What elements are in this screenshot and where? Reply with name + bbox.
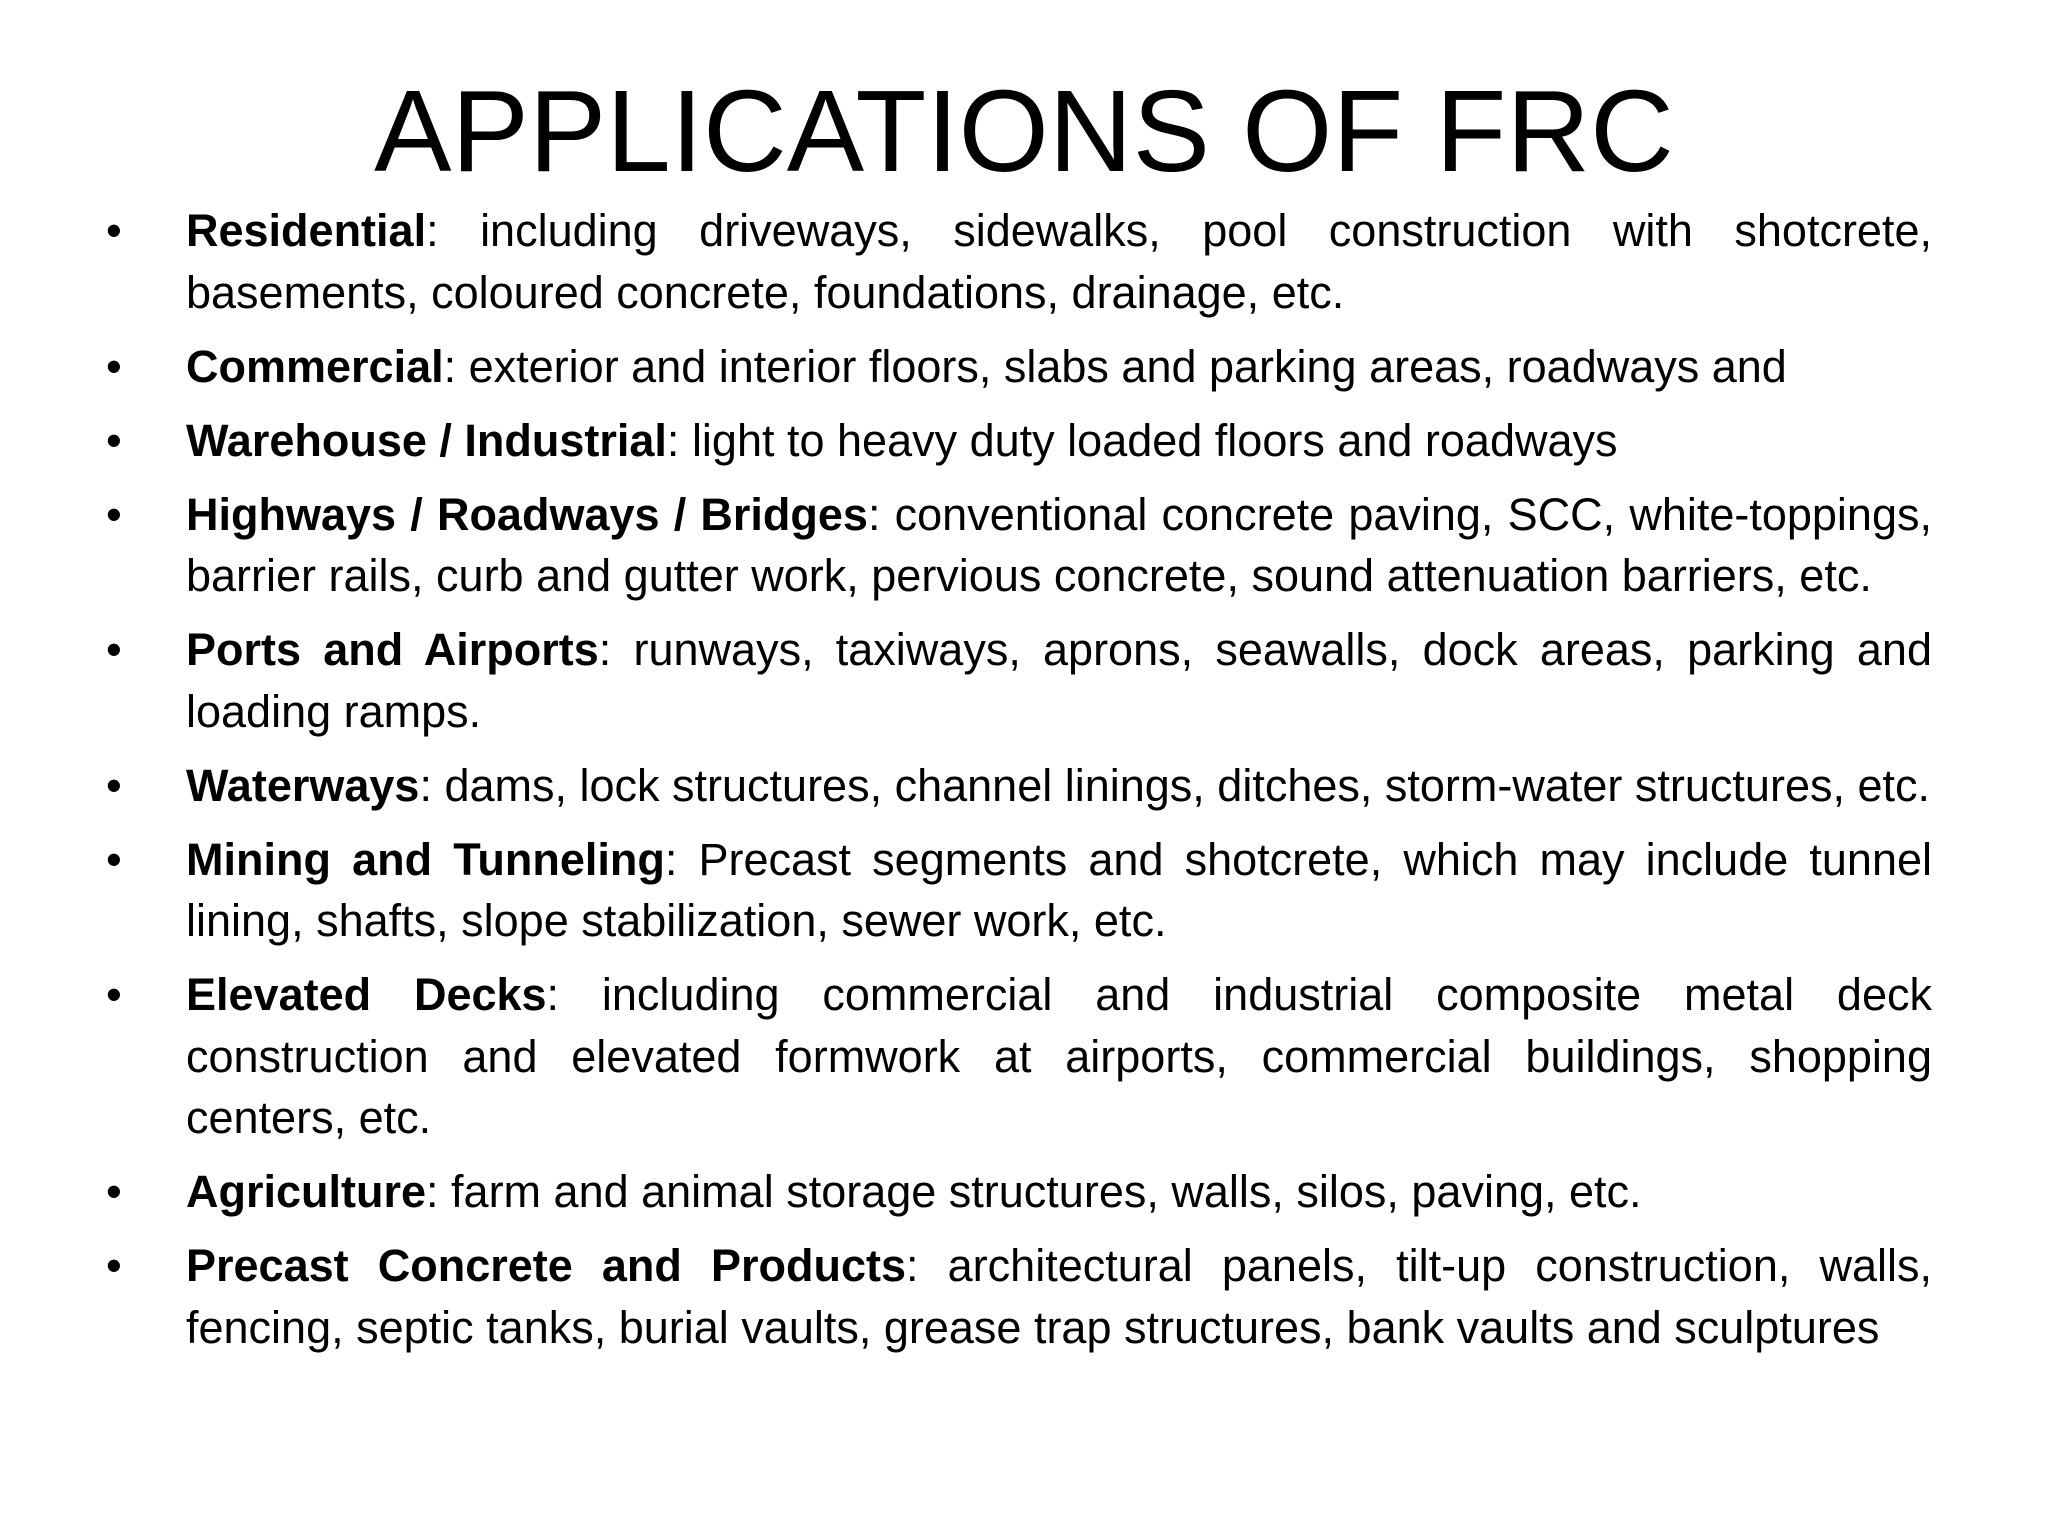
- bullet-separator: :: [419, 759, 445, 811]
- bullet-dot-icon: •: [106, 759, 122, 811]
- bullet-term: Elevated Decks: [186, 969, 547, 1020]
- bullet-text: including driveways, sidewalks, pool construction with shotcrete, basements, coloured concrete, foundations, drainage, etc.: [186, 205, 1932, 318]
- bullet-item-precast-concrete: [0, 1235, 2048, 1358]
- bullet-separator: :: [598, 624, 634, 675]
- bullet-dot-icon: •: [106, 1166, 122, 1217]
- bullet-term: Commercial: [186, 340, 444, 392]
- bullet-separator: :: [664, 833, 699, 885]
- bullet-term: Agriculture: [186, 1166, 427, 1217]
- bullet-text: dams, lock structures, channel linings, ditches, storm-water structures, etc.: [444, 759, 1931, 811]
- bullet-item-residential: [0, 200, 2048, 323]
- bullet-separator: :: [443, 340, 469, 392]
- bullet-separator: :: [426, 205, 481, 256]
- bullet-term: Highways / Roadways / Bridges: [186, 488, 868, 540]
- bullet-term: Waterways: [186, 759, 420, 811]
- bullet-term: Precast Concrete and Products: [186, 1240, 907, 1291]
- bullet-text: including commercial and industrial composite metal deck construction and elevated formwork at airports, commercial buildings, shopping centers, etc.: [186, 969, 1932, 1143]
- bullet-separator: :: [666, 414, 692, 466]
- bullet-text: light to heavy duty loaded floors and roadways: [691, 414, 1618, 466]
- bullet-dot-icon: •: [106, 1240, 122, 1291]
- bullet-separator: :: [546, 969, 602, 1020]
- bullet-separator: :: [867, 488, 895, 540]
- bullet-item-warehouse-industrial: [0, 410, 2048, 472]
- slide-title: APPLICATIONS OF FRC: [374, 66, 1674, 196]
- bullet-item-agriculture: [0, 1161, 2048, 1223]
- bullet-separator: :: [426, 1166, 452, 1217]
- bullet-text: architectural panels, tilt-up construction, walls, fencing, septic tanks, burial vaults, grease trap structures, bank vaults and sculptures: [186, 1240, 1932, 1353]
- bullet-text: conventional concrete paving, SCC, white-toppings, barrier rails, curb and gutter work, pervious concrete, sound attenuation barriers, etc.: [186, 488, 1932, 601]
- bullet-dot-icon: •: [106, 414, 122, 466]
- bullet-text: runways, taxiways, aprons, seawalls, dock areas, parking and loading ramps.: [186, 624, 1932, 737]
- bullet-item-waterways: [0, 755, 2048, 817]
- bullet-list: [0, 200, 2048, 1371]
- bullet-term: Residential: [186, 205, 427, 256]
- bullet-item-commercial: [0, 336, 2048, 398]
- bullet-text: exterior and interior floors, slabs and parking areas, roadways and: [468, 340, 1787, 392]
- bullet-text: farm and animal storage structures, walls, silos, paving, etc.: [451, 1166, 1642, 1217]
- bullet-separator: :: [906, 1240, 948, 1291]
- bullet-dot-icon: •: [106, 340, 122, 392]
- bullet-term: Ports and Airports: [186, 624, 599, 675]
- bullet-dot-icon: •: [106, 624, 122, 675]
- bullet-dot-icon: •: [106, 205, 122, 256]
- bullet-term: Mining and Tunneling: [186, 833, 665, 885]
- bullet-item-elevated-decks: [0, 964, 2048, 1149]
- bullet-text: Precast segments and shotcrete, which may include tunnel lining, shafts, slope stabilization, sewer work, etc.: [186, 833, 1932, 946]
- bullet-term: Warehouse / Industrial: [186, 414, 667, 466]
- bullet-dot-icon: •: [106, 969, 122, 1020]
- bullet-item-ports-airports: [0, 619, 2048, 742]
- bullet-item-mining-tunneling: [0, 829, 2048, 952]
- bullet-item-highways-roadways-bridges: [0, 484, 2048, 607]
- bullet-dot-icon: •: [106, 488, 122, 540]
- bullet-dot-icon: •: [106, 833, 122, 885]
